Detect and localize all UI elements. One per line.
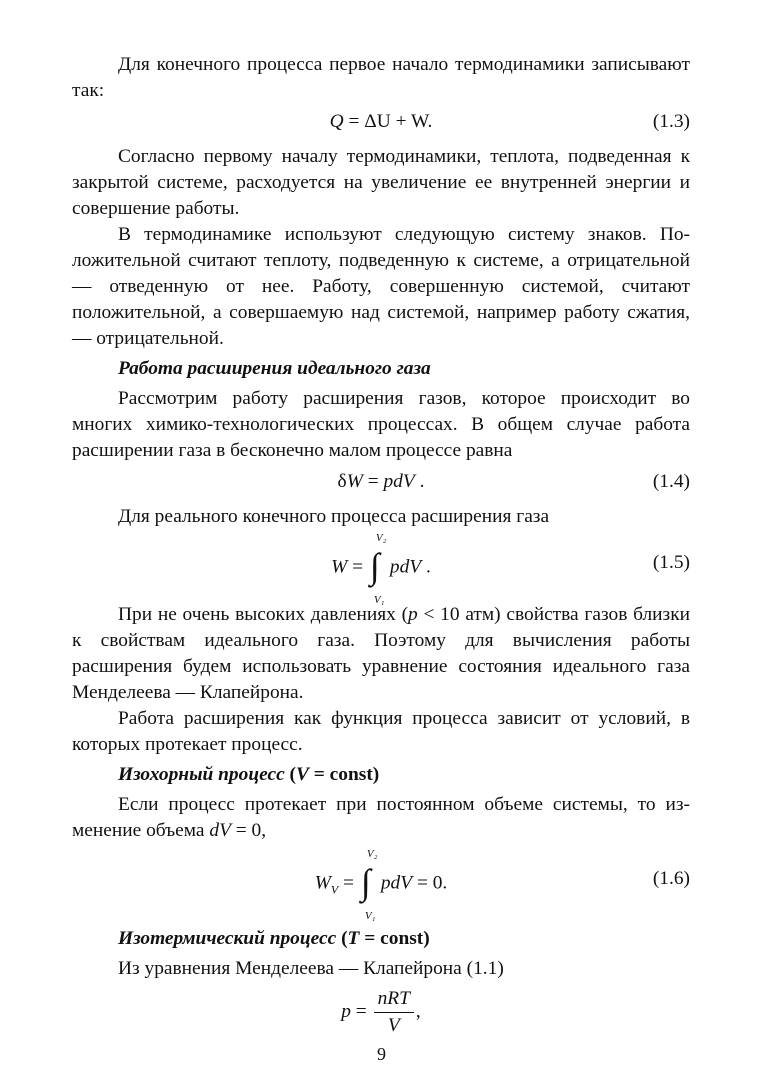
fraction-denominator: V bbox=[387, 1015, 400, 1036]
heading-isochoric-text: Изохорный процесс bbox=[118, 764, 290, 785]
integral-sign-1-6: ∫ V₂ V₁ bbox=[360, 848, 378, 922]
formula-ideal-gas bbox=[72, 982, 690, 1046]
fraction-numerator: nRT bbox=[374, 988, 414, 1013]
formula-1-6-lhs: W bbox=[314, 872, 331, 894]
formula-1-3-lhs: Q bbox=[329, 111, 344, 132]
heading-ideal-gas-work: Работа расширения идеального газа bbox=[118, 358, 431, 379]
integral-lower-limit: V₁ bbox=[373, 594, 385, 606]
paragraph-low-pressure-rest: < 10 атм) свойства газов близки к свойствам идеального газа. Поэтому для вычисления работы расширения будем использовать уравнение состояния идеального газа Менделеева — Клапейрона. bbox=[72, 604, 691, 703]
paragraph-low-pressure bbox=[72, 602, 690, 706]
formula-1-5-number: (1.5) bbox=[652, 552, 690, 573]
formula-1-4-delta: δ bbox=[337, 471, 347, 492]
integral-upper-limit: V₂ bbox=[375, 532, 387, 544]
paragraph-sign-convention: В термодинамике используют следующую систему знаков. Положительной считают теплоту, подведенную к системе, а отрицательной — отведенную от нее. Работу, совершенную системой, считают положительной, а совершаемую над системой, например работу сжатия, — отрицательной. bbox=[72, 224, 690, 349]
heading-isothermal-const: = const) bbox=[359, 928, 430, 949]
formula-ideal-gas-end: , bbox=[415, 1000, 421, 1022]
formula-1-5-lhs: W bbox=[331, 556, 348, 578]
formula-1-5 bbox=[72, 530, 690, 606]
heading-isothermal-paren: ( bbox=[341, 928, 348, 949]
formula-ideal-gas-eq: = bbox=[350, 1000, 372, 1022]
paragraph-mendeleev: Из уравнения Менделеева — Клапейрона (1.1) bbox=[118, 958, 504, 979]
formula-1-3 bbox=[72, 104, 690, 144]
paragraph-constant-volume-pre: Если процесс протекает при постоянном объеме системы, то изменение объема bbox=[72, 794, 690, 841]
paragraph-low-pressure-pre: При не очень высоких давлениях ( bbox=[118, 604, 409, 625]
paragraph-process-function: Работа расширения как функция процесса зависит от условий, в которых протекает процесс. bbox=[72, 708, 690, 755]
paragraph-expansion-work: Рассмотрим работу расширения газов, которое происходит во многих химико-технологических процессах. В общем случае работа расширении газа в бесконечно малом процессе равна bbox=[72, 388, 690, 461]
paragraph-real-process: Для реального конечного процесса расширения газа bbox=[118, 506, 550, 527]
formula-1-4-number: (1.4) bbox=[652, 471, 690, 492]
formula-1-4-end: . bbox=[414, 471, 425, 492]
formula-1-6-sub: V bbox=[330, 882, 339, 897]
integral-upper-limit-1-6: V₂ bbox=[366, 848, 378, 860]
paragraph-heat-distribution: Согласно первому началу термодинамики, теплота, подведенная к закрытой системе, расходуется на увеличение ее внутренней энергии и совершение работы. bbox=[72, 146, 690, 219]
formula-1-3-number: (1.3) bbox=[652, 111, 690, 132]
paragraph-first-law: Для конечного процесса первое начало термодинамики записывают так: bbox=[72, 54, 690, 101]
formula-1-6 bbox=[72, 844, 690, 922]
formula-1-4-eq: = bbox=[362, 471, 384, 492]
fraction bbox=[374, 988, 414, 1037]
paragraph-constant-volume-post: = 0, bbox=[230, 820, 267, 841]
formula-1-4-pdv: pdV bbox=[383, 471, 415, 492]
page-number: 9 bbox=[377, 1044, 386, 1064]
heading-isochoric bbox=[118, 762, 690, 788]
formula-1-4-w: W bbox=[346, 471, 363, 492]
heading-isothermal-text: Изотермический процесс bbox=[118, 928, 342, 949]
formula-1-3-end: . bbox=[427, 111, 433, 132]
formula-1-6-body: pdV bbox=[380, 872, 413, 894]
formula-1-4 bbox=[72, 464, 690, 504]
document-page bbox=[72, 52, 690, 1046]
paragraph-low-pressure-p: p bbox=[408, 604, 418, 625]
formula-1-6-eq: = bbox=[338, 872, 359, 894]
integral-sign-1-5: ∫ V₂ V₁ bbox=[369, 532, 387, 606]
formula-1-3-rhs: = ΔU + W bbox=[343, 111, 428, 132]
heading-isochoric-const: = const) bbox=[308, 764, 380, 785]
formula-1-5-body: pdV bbox=[389, 556, 422, 578]
formula-ideal-gas-lhs: p bbox=[341, 1000, 351, 1022]
formula-1-6-end: . bbox=[442, 872, 448, 894]
paragraph-constant-volume bbox=[72, 792, 690, 844]
paragraph-constant-volume-dv: dV bbox=[209, 820, 231, 841]
formula-1-6-number: (1.6) bbox=[652, 868, 690, 889]
heading-isochoric-paren: ( bbox=[289, 764, 296, 785]
heading-isothermal-var: T bbox=[347, 928, 360, 949]
formula-1-6-rest: = 0 bbox=[412, 872, 443, 894]
formula-1-5-eq: = bbox=[347, 556, 368, 578]
heading-isochoric-var: V bbox=[296, 764, 309, 785]
heading-isothermal bbox=[118, 926, 690, 952]
integral-lower-limit-1-6: V₁ bbox=[364, 910, 376, 922]
formula-1-5-end: . bbox=[421, 556, 431, 578]
